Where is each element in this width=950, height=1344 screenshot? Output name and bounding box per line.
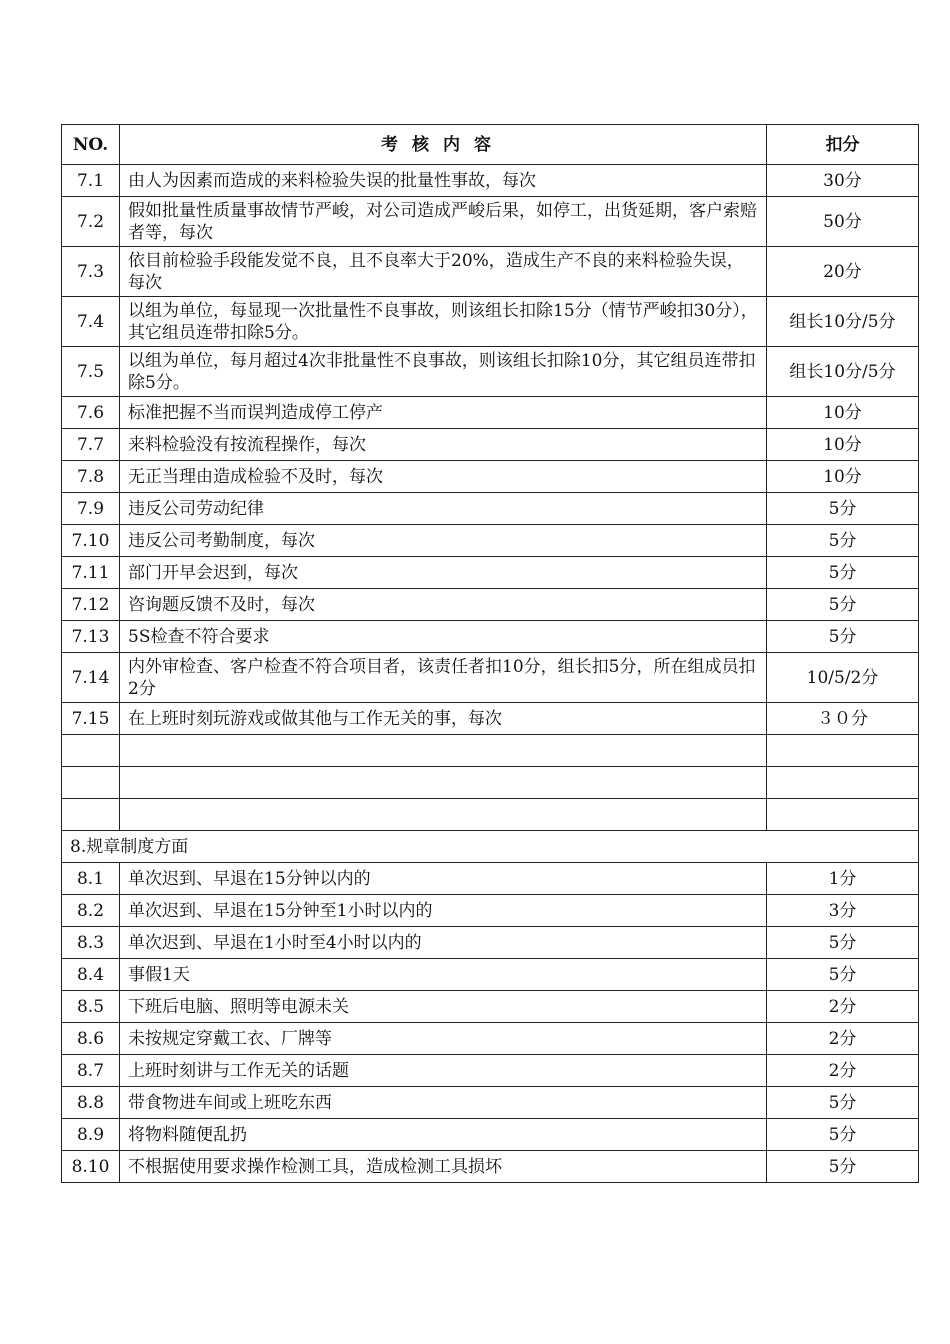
section-title: 8.规章制度方面 xyxy=(62,831,919,863)
row-content: 带食物进车间或上班吃东西 xyxy=(120,1087,767,1119)
row-no: 7.5 xyxy=(62,347,120,397)
row-content: 将物料随便乱扔 xyxy=(120,1119,767,1151)
empty-cell xyxy=(767,767,919,799)
table-row xyxy=(62,557,919,589)
empty-cell xyxy=(62,799,120,831)
row-no: 7.13 xyxy=(62,621,120,653)
row-no: 8.6 xyxy=(62,1023,120,1055)
table-row xyxy=(62,347,919,397)
row-score: 5分 xyxy=(767,493,919,525)
row-content: 以组为单位，每显现一次批量性不良事故，则该组长扣除15分（情节严峻扣30分），其它组员连带扣除5分。 xyxy=(120,297,767,347)
row-no: 8.1 xyxy=(62,863,120,895)
row-content: 以组为单位，每月超过4次非批量性不良事故，则该组长扣除10分，其它组员连带扣除5分。 xyxy=(120,347,767,397)
row-content: 事假1天 xyxy=(120,959,767,991)
table-row xyxy=(62,895,919,927)
table-row xyxy=(62,1151,919,1183)
row-score: 5分 xyxy=(767,589,919,621)
table-row xyxy=(62,863,919,895)
table-row xyxy=(62,525,919,557)
row-no: 8.7 xyxy=(62,1055,120,1087)
header-row xyxy=(62,125,919,165)
row-content: 咨询题反馈不及时，每次 xyxy=(120,589,767,621)
empty-cell xyxy=(120,767,767,799)
header-content: 考核内容 xyxy=(120,125,767,165)
row-content: 无正当理由造成检验不及时，每次 xyxy=(120,461,767,493)
row-no: 7.9 xyxy=(62,493,120,525)
row-score: 2分 xyxy=(767,991,919,1023)
row-no: 7.12 xyxy=(62,589,120,621)
row-content: 由人为因素而造成的来料检验失误的批量性事故，每次 xyxy=(120,165,767,197)
table-row xyxy=(62,197,919,247)
row-no: 7.7 xyxy=(62,429,120,461)
table-row xyxy=(62,247,919,297)
assessment-table xyxy=(61,124,919,1183)
empty-row xyxy=(62,767,919,799)
row-score: 5分 xyxy=(767,1119,919,1151)
row-no: 7.10 xyxy=(62,525,120,557)
table-row xyxy=(62,429,919,461)
table-row xyxy=(62,297,919,347)
empty-cell xyxy=(767,735,919,767)
row-content: 单次迟到、早退在15分钟以内的 xyxy=(120,863,767,895)
row-score: 5分 xyxy=(767,1151,919,1183)
empty-cell xyxy=(62,767,120,799)
row-content: 下班后电脑、照明等电源未关 xyxy=(120,991,767,1023)
row-score: 2分 xyxy=(767,1055,919,1087)
empty-row xyxy=(62,735,919,767)
row-score: 50分 xyxy=(767,197,919,247)
table-row xyxy=(62,959,919,991)
table-row xyxy=(62,589,919,621)
row-content: 上班时刻讲与工作无关的话题 xyxy=(120,1055,767,1087)
row-score: 5分 xyxy=(767,621,919,653)
row-score: 10分 xyxy=(767,429,919,461)
row-content: 内外审检查、客户检查不符合项目者，该责任者扣10分，组长扣5分，所在组成员扣2分 xyxy=(120,653,767,703)
table-row xyxy=(62,621,919,653)
empty-cell xyxy=(62,735,120,767)
table-row xyxy=(62,927,919,959)
row-content: 标准把握不当而误判造成停工停产 xyxy=(120,397,767,429)
row-no: 7.14 xyxy=(62,653,120,703)
row-score: 组长10分/5分 xyxy=(767,297,919,347)
row-content: 违反公司劳动纪律 xyxy=(120,493,767,525)
table-row xyxy=(62,461,919,493)
row-score: 5分 xyxy=(767,525,919,557)
section-header-row xyxy=(62,831,919,863)
row-no: 8.10 xyxy=(62,1151,120,1183)
row-content: 单次迟到、早退在1小时至4小时以内的 xyxy=(120,927,767,959)
row-score: 10分 xyxy=(767,397,919,429)
table-row xyxy=(62,397,919,429)
row-no: 8.2 xyxy=(62,895,120,927)
row-score: 5分 xyxy=(767,557,919,589)
row-content: 来料检验没有按流程操作，每次 xyxy=(120,429,767,461)
row-score: 组长10分/5分 xyxy=(767,347,919,397)
row-score: 20分 xyxy=(767,247,919,297)
row-no: 7.8 xyxy=(62,461,120,493)
row-content: 不根据使用要求操作检测工具，造成检测工具损坏 xyxy=(120,1151,767,1183)
empty-row xyxy=(62,799,919,831)
row-no: 7.3 xyxy=(62,247,120,297)
row-score: 30分 xyxy=(767,165,919,197)
row-content: 依目前检验手段能发觉不良，且不良率大于20%，造成生产不良的来料检验失误，每次 xyxy=(120,247,767,297)
row-no: 7.1 xyxy=(62,165,120,197)
table-row xyxy=(62,703,919,735)
header-no: NO. xyxy=(62,125,120,165)
row-content: 违反公司考勤制度，每次 xyxy=(120,525,767,557)
row-content: 假如批量性质量事故情节严峻，对公司造成严峻后果，如停工，出货延期，客户索赔者等，每次 xyxy=(120,197,767,247)
row-score: 5分 xyxy=(767,959,919,991)
row-no: 8.8 xyxy=(62,1087,120,1119)
table-row xyxy=(62,653,919,703)
row-score: 2分 xyxy=(767,1023,919,1055)
empty-cell xyxy=(767,799,919,831)
row-content: 5S检查不符合要求 xyxy=(120,621,767,653)
row-score: ３０分 xyxy=(767,703,919,735)
row-content: 未按规定穿戴工衣、厂牌等 xyxy=(120,1023,767,1055)
row-score: 3分 xyxy=(767,895,919,927)
row-score: 1分 xyxy=(767,863,919,895)
row-content: 在上班时刻玩游戏或做其他与工作无关的事，每次 xyxy=(120,703,767,735)
row-content: 单次迟到、早退在15分钟至1小时以内的 xyxy=(120,895,767,927)
empty-cell xyxy=(120,735,767,767)
row-no: 7.2 xyxy=(62,197,120,247)
header-score: 扣分 xyxy=(767,125,919,165)
table-row xyxy=(62,1087,919,1119)
row-no: 7.6 xyxy=(62,397,120,429)
table-row xyxy=(62,165,919,197)
row-no: 8.4 xyxy=(62,959,120,991)
table-row xyxy=(62,1023,919,1055)
row-no: 7.15 xyxy=(62,703,120,735)
row-no: 8.9 xyxy=(62,1119,120,1151)
row-no: 8.5 xyxy=(62,991,120,1023)
empty-cell xyxy=(120,799,767,831)
row-score: 10/5/2分 xyxy=(767,653,919,703)
row-no: 7.4 xyxy=(62,297,120,347)
table-row xyxy=(62,493,919,525)
row-no: 7.11 xyxy=(62,557,120,589)
row-content: 部门开早会迟到，每次 xyxy=(120,557,767,589)
row-no: 8.3 xyxy=(62,927,120,959)
table-row xyxy=(62,1119,919,1151)
row-score: 5分 xyxy=(767,1087,919,1119)
row-score: 10分 xyxy=(767,461,919,493)
table-row xyxy=(62,991,919,1023)
table-row xyxy=(62,1055,919,1087)
row-score: 5分 xyxy=(767,927,919,959)
